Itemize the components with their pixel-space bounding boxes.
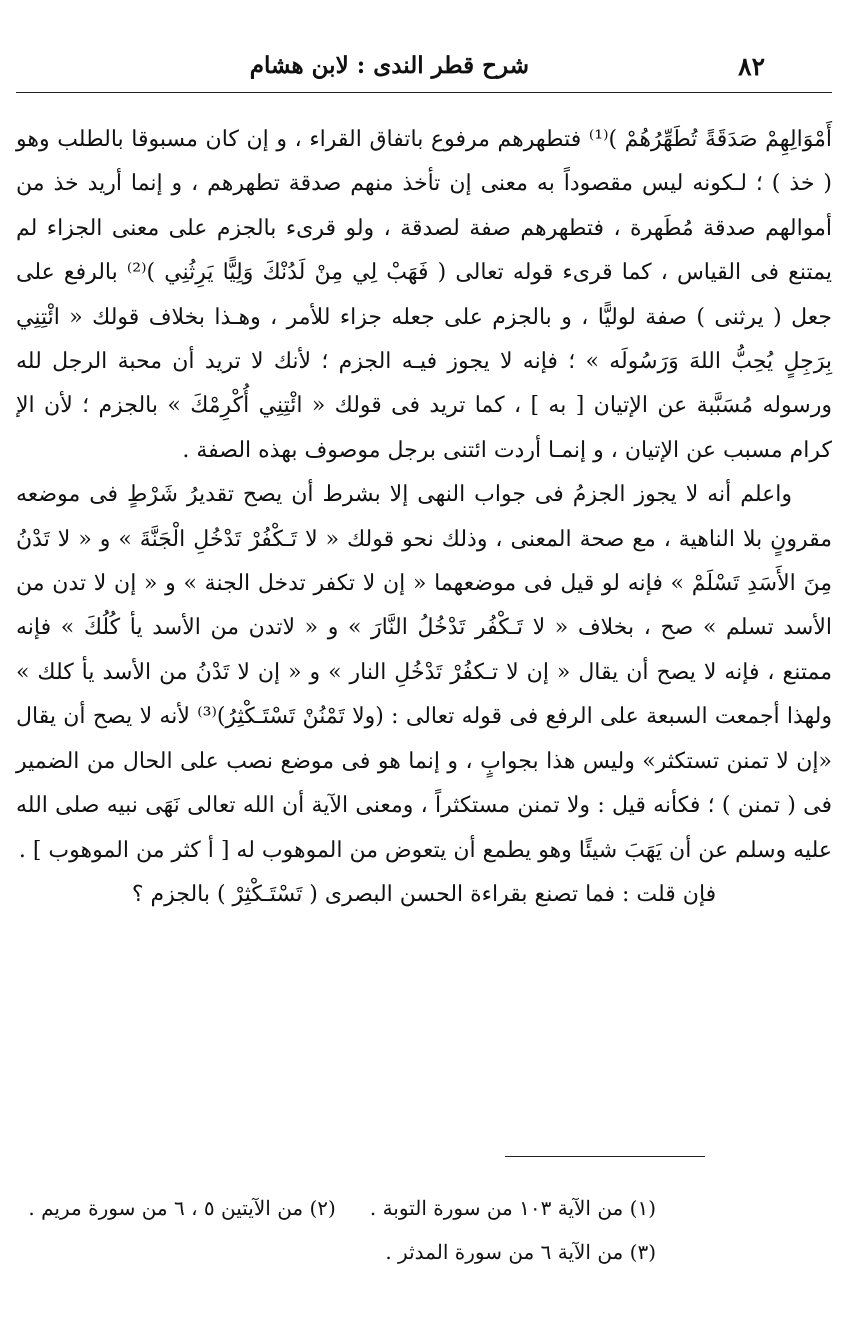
page-number: ٨٢ bbox=[738, 52, 765, 81]
footnote-1: (١) من الآية ١٠٣ من سورة التوبة . bbox=[369, 1196, 656, 1220]
paragraph: أَمْوَالِهِمْ صَدَقَةً تُطَهِّرُهُمْ )⁽¹⁾ فتطهرهم مرفوع باتفاق القراء ، و إن كان مسبوقا بالطلب وهو ( خذ ) ؛ لـكونه ليس مقصوداً به معنى إن تأخذ منهم صدقة تطهرهم ، و إنما أريد خذ من أموالهم صدقة مُطَهرة ، فتطهرهم صفة لصدقة ، ولو قرىء بالجزم على معنى الجزاء لم يمتنع فى القياس ، كما قرىء قوله تعالى ( فَهَبْ لِي مِنْ لَدُنْكَ وَلِيًّا يَرِثُنِي )⁽²⁾ بالرفع على جعل ( يرثنى ) صفة لوليًّا ، و بالجزم على جعله جزاء للأمر ، وهـذا بخلاف قولك « ائْتِنِي بِرَجِلٍ يُحِبُّ اللهَ وَرَسُولَه » ؛ فإنه لا يجوز فيـه الجزم ؛ لأنك لا تريد أن محبة الرجل لله ورسوله مُسَبَّبة عن الإتيان [ به ] ، كما تريد فى قولك « ائْتِنِي أُكْرِمْكَ » بالجزم ؛ لأن الإ كرام مسبب عن الإتيان ، و إنمـا أردت ائتنى برجل موصوف بهذه الصفة . bbox=[16, 127, 833, 463]
footnote-2: (٢) من الآيتين ٥ ، ٦ من سورة مريم . bbox=[28, 1196, 336, 1220]
footnote-rule bbox=[505, 1156, 705, 1157]
paragraph: فإن قلت : فما تصنع بقراءة الحسن البصرى ( تَسْتَـكْثِرْ ) بالجزم ؟ bbox=[131, 881, 717, 907]
footnote-3: (٣) من الآية ٦ من سورة المدثر . bbox=[385, 1240, 656, 1264]
page-header bbox=[0, 44, 849, 96]
footnotes bbox=[16, 1186, 832, 1274]
footnote-line bbox=[16, 1230, 832, 1274]
footnote-line bbox=[16, 1186, 832, 1230]
header-rule bbox=[16, 92, 832, 93]
body-text bbox=[16, 118, 832, 917]
running-title: شرح قطر الندى : لابن هشام bbox=[249, 52, 529, 79]
paragraph: واعلم أنه لا يجوز الجزمُ فى جواب النهى إلا بشرط أن يصح تقديرُ شَرْطٍ فى موضعه مقرونٍ بلا الناهية ، مع صحة المعنى ، وذلك نحو قولك « لا تَـكْفُرْ تَدْخُلِ الْجَنَّةَ » و « لا تَدْنُ مِنَ الأَسَدِ تَسْلَمْ » فإنه لو قيل فى موضعهما « إن لا تكفر تدخل الجنة » و « إن لا تدن من الأسد تسلم » صح ، بخلاف « لا تَـكْفُر تَدْخُلُ النَّارَ » و « لاتدن من الأسد يأ كُلُكَ » فإنه ممتنع ، فإنه لا يصح أن يقال « إن لا تـكفُرْ تَدْخُلِ النار » و « إن لا تَدْنُ من الأسد يأ كلك » ولهذا أجمعت السبعة على الرفع فى قوله تعالى : (ولا تَمْنُنْ تَسْتَـكْثِرُ)⁽³⁾ لأنه لا يصح أن يقال «إن لا تمنن تستكثر» وليس هذا بجوابٍ ، و إنما هو فى موضع نصب على الحال من الضمير فى ( تمنن ) ؛ فكأنه قيل : ولا تمنن مستكثراً ، ومعنى الآية أن الله تعالى نَهَى نبيه صلى الله عليه وسلم عن أن يَهَبَ شيئًا وهو يطمع أن يتعوض من الموهوب له [ أ كثر من الموهوب ] . bbox=[16, 482, 832, 863]
